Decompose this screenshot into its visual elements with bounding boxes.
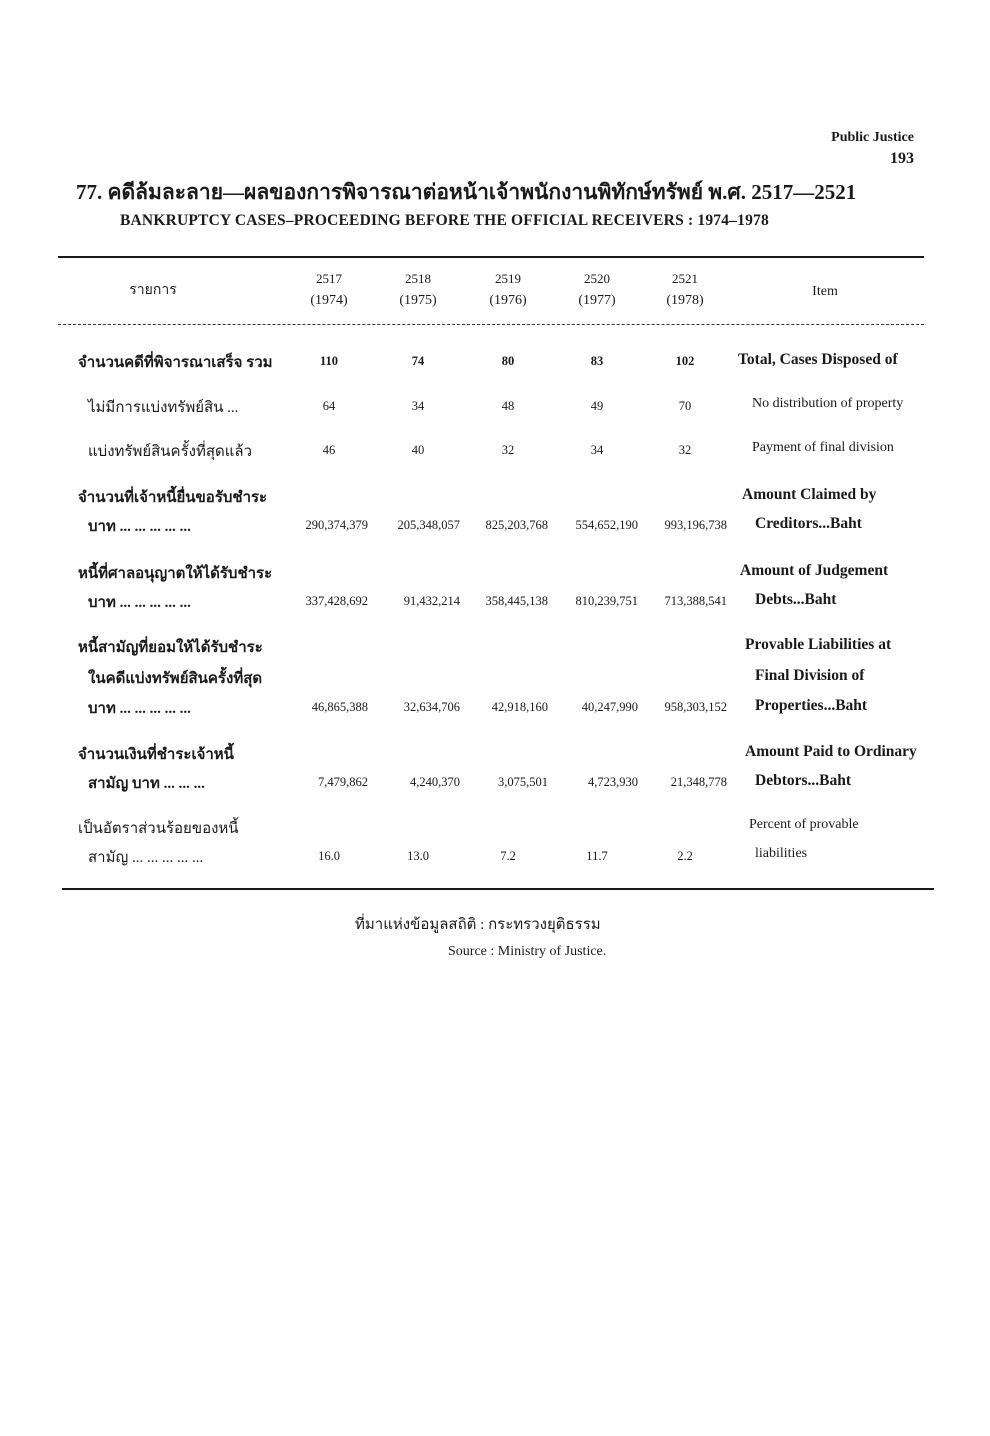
table-cell: 2.2 xyxy=(677,849,693,863)
table-cell: 4,240,370 xyxy=(410,775,460,789)
table-cell: 32,634,706 xyxy=(403,700,460,714)
row-label-thai: ในคดีแบ่งทรัพย์สินครั้งที่สุด xyxy=(88,671,263,687)
row-label-thai: จำนวนคดีที่พิจารณาเสร็จ รวม xyxy=(78,355,273,371)
row-label-thai: หนี้สามัญที่ยอมให้ได้รับชำระ xyxy=(78,640,263,656)
year-ad: (1976) xyxy=(489,293,527,308)
row-label-english: Provable Liabilities at xyxy=(745,636,892,653)
year-be: 2521 xyxy=(672,271,698,286)
table-cell: 42,918,160 xyxy=(491,700,548,714)
table-cell: 205,348,057 xyxy=(397,518,460,532)
year-header xyxy=(468,268,548,312)
row-label-english: No distribution of property xyxy=(752,396,904,411)
table-cell: 80 xyxy=(501,354,515,368)
table-cell: 554,652,190 xyxy=(575,518,638,532)
table-cell: 713,388,541 xyxy=(664,594,727,608)
year-header xyxy=(289,268,369,312)
row-label-english: Final Division of xyxy=(755,667,865,684)
table-cell: 40 xyxy=(411,443,425,457)
table-title-english: BANKRUPTCY CASES–PROCEEDING BEFORE THE OFFICIAL RECEIVERS : 1974–1978 xyxy=(120,212,769,229)
year-header xyxy=(378,268,458,312)
source-english: Source : Ministry of Justice. xyxy=(448,944,607,959)
row-label-english: Debts...Baht xyxy=(755,591,837,608)
year-header xyxy=(557,268,637,312)
table-cell: 102 xyxy=(675,354,695,368)
table-cell: 83 xyxy=(590,354,604,368)
row-label-thai: สามัญ บาท ... ... ... xyxy=(88,776,205,792)
table-cell: 110 xyxy=(319,354,339,368)
row-label-english: Percent of provable xyxy=(749,817,859,832)
table-cell: 7,479,862 xyxy=(318,775,368,789)
table-cell: 40,247,990 xyxy=(581,700,638,714)
year-be: 2517 xyxy=(316,271,342,286)
year-ad: (1978) xyxy=(666,293,704,308)
table-cell: 34 xyxy=(590,443,604,457)
table-cell: 958,303,152 xyxy=(664,700,727,714)
table-cell: 91,432,214 xyxy=(403,594,460,608)
row-label-english: Properties...Baht xyxy=(755,697,868,714)
table-cell: 290,374,379 xyxy=(305,518,368,532)
year-be: 2520 xyxy=(584,271,610,286)
table-cell: 993,196,738 xyxy=(664,518,727,532)
bottom-rule xyxy=(62,888,934,890)
page-number: 193 xyxy=(890,150,914,167)
year-ad: (1977) xyxy=(578,293,616,308)
row-label-english: Payment of final division xyxy=(752,440,894,455)
year-header xyxy=(645,268,725,312)
table-cell: 32 xyxy=(678,443,692,457)
year-ad: (1974) xyxy=(310,293,348,308)
row-label-english: Amount Claimed by xyxy=(742,486,877,503)
table-cell: 46,865,388 xyxy=(311,700,368,714)
table-cell: 7.2 xyxy=(500,849,516,863)
table-cell: 32 xyxy=(501,443,515,457)
table-cell: 3,075,501 xyxy=(498,775,548,789)
row-label-english: Debtors...Baht xyxy=(755,772,852,789)
table-cell: 34 xyxy=(411,399,425,413)
table-cell: 825,203,768 xyxy=(485,518,548,532)
row-label-thai: แบ่งทรัพย์สินครั้งที่สุดแล้ว xyxy=(88,444,253,460)
row-label-thai: จำนวนเงินที่ชำระเจ้าหนี้ xyxy=(78,747,234,763)
row-label-english: Total, Cases Disposed of xyxy=(738,351,898,368)
table-cell: 358,445,138 xyxy=(485,594,548,608)
table-cell: 337,428,692 xyxy=(305,594,368,608)
row-label-thai: หนี้ที่ศาลอนุญาตให้ได้รับชำระ xyxy=(78,566,273,582)
top-rule xyxy=(58,256,924,258)
row-label-thai: บาท ... ... ... ... ... xyxy=(88,701,191,717)
table-title-thai: 77. คดีล้มละลาย—ผลของการพิจารณาต่อหน้าเจ้าพนักงานพิทักษ์ทรัพย์ พ.ศ. 2517—2521 xyxy=(76,180,857,204)
table-cell: 21,348,778 xyxy=(670,775,727,789)
table-cell: 48 xyxy=(501,399,515,413)
header-rule xyxy=(58,324,924,326)
row-label-thai: บาท ... ... ... ... ... xyxy=(88,519,191,535)
table-cell: 46 xyxy=(322,443,336,457)
row-label-english: Creditors...Baht xyxy=(755,515,862,532)
row-label-thai: สามัญ ... ... ... ... ... xyxy=(88,850,204,866)
table-cell: 13.0 xyxy=(407,849,429,863)
table-cell: 810,239,751 xyxy=(575,594,638,608)
source-thai: ที่มาแห่งข้อมูลสถิติ : กระทรวงยุติธรรม xyxy=(355,917,601,933)
table-cell: 16.0 xyxy=(318,849,340,863)
row-label-english: liabilities xyxy=(755,846,808,861)
table-cell: 4,723,930 xyxy=(588,775,638,789)
table-cell: 49 xyxy=(590,399,604,413)
row-label-english: Amount Paid to Ordinary xyxy=(745,743,917,760)
table-cell: 11.7 xyxy=(586,849,608,863)
row-label-english: Amount of Judgement xyxy=(740,562,889,579)
row-label-thai: จำนวนที่เจ้าหนี้ยื่นขอรับชำระ xyxy=(78,490,268,506)
column-header-item-thai: รายการ xyxy=(129,283,177,298)
table-cell: 70 xyxy=(678,399,692,413)
row-label-thai: เป็นอัตราส่วนร้อยของหนี้ xyxy=(78,821,239,837)
section-name: Public Justice xyxy=(831,130,914,145)
table-cell: 64 xyxy=(322,399,336,413)
row-label-thai: บาท ... ... ... ... ... xyxy=(88,595,191,611)
table-cell: 74 xyxy=(411,354,425,368)
year-be: 2518 xyxy=(405,271,431,286)
year-be: 2519 xyxy=(495,271,521,286)
year-ad: (1975) xyxy=(399,293,437,308)
column-header-item-english: Item xyxy=(812,284,838,299)
row-label-thai: ไม่มีการแบ่งทรัพย์สิน ... xyxy=(88,400,239,416)
